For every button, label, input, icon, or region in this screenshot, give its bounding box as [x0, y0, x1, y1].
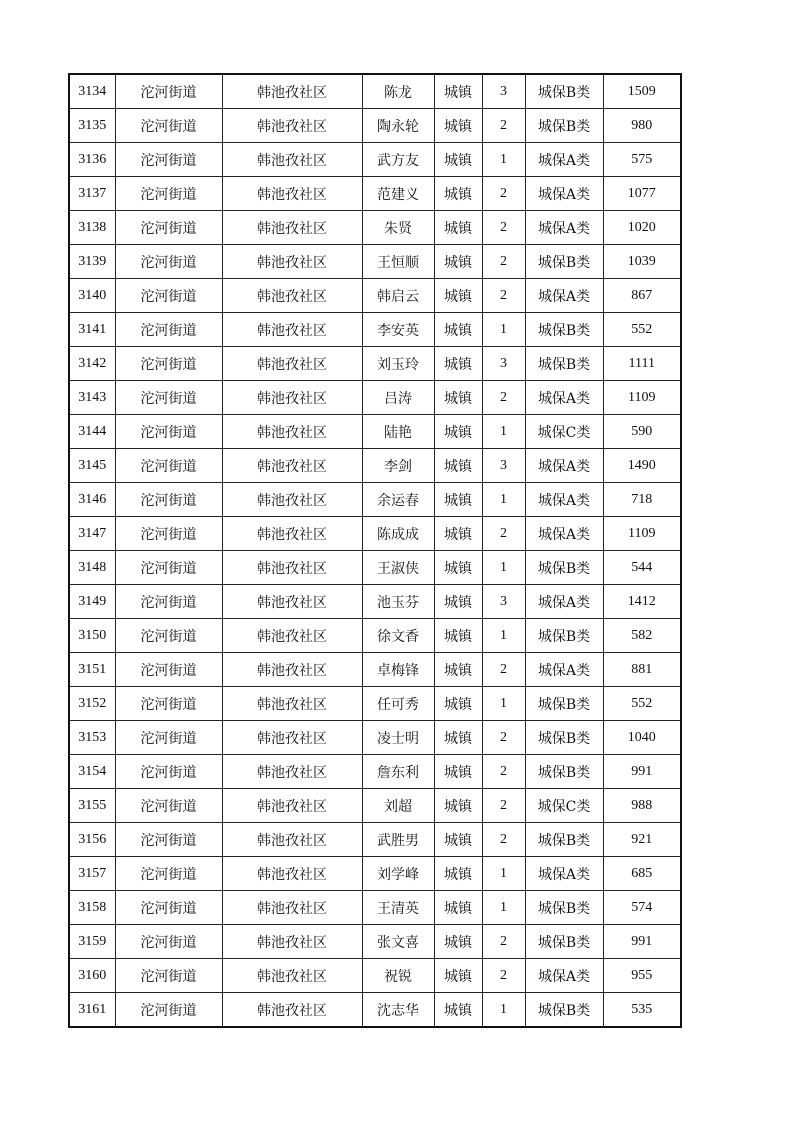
amount-cell: 1077	[603, 177, 681, 211]
area-type-cell: 城镇	[434, 925, 482, 959]
category-cell: 城保B类	[525, 347, 603, 381]
serial-cell: 3139	[69, 245, 115, 279]
table-body	[69, 74, 681, 1027]
area-type-cell: 城镇	[434, 721, 482, 755]
amount-cell: 1490	[603, 449, 681, 483]
table-row	[69, 245, 681, 279]
amount-cell: 1111	[603, 347, 681, 381]
area-type-cell: 城镇	[434, 109, 482, 143]
table-row	[69, 381, 681, 415]
table-row	[69, 449, 681, 483]
household-size-cell: 2	[482, 381, 525, 415]
street-cell: 沱河街道	[115, 211, 222, 245]
area-type-cell: 城镇	[434, 653, 482, 687]
table-row	[69, 755, 681, 789]
serial-cell: 3147	[69, 517, 115, 551]
street-cell: 沱河街道	[115, 891, 222, 925]
serial-cell: 3140	[69, 279, 115, 313]
table-row	[69, 619, 681, 653]
street-cell: 沱河街道	[115, 517, 222, 551]
community-cell: 韩池孜社区	[222, 517, 362, 551]
household-size-cell: 3	[482, 347, 525, 381]
street-cell: 沱河街道	[115, 109, 222, 143]
area-type-cell: 城镇	[434, 74, 482, 109]
category-cell: 城保B类	[525, 551, 603, 585]
category-cell: 城保B类	[525, 245, 603, 279]
name-cell: 卓梅锋	[362, 653, 434, 687]
table-row	[69, 891, 681, 925]
category-cell: 城保B类	[525, 313, 603, 347]
area-type-cell: 城镇	[434, 789, 482, 823]
household-size-cell: 2	[482, 925, 525, 959]
household-size-cell: 1	[482, 483, 525, 517]
serial-cell: 3144	[69, 415, 115, 449]
street-cell: 沱河街道	[115, 143, 222, 177]
table-row	[69, 483, 681, 517]
amount-cell: 921	[603, 823, 681, 857]
household-size-cell: 1	[482, 891, 525, 925]
street-cell: 沱河街道	[115, 347, 222, 381]
household-size-cell: 1	[482, 415, 525, 449]
table-row	[69, 517, 681, 551]
table-row	[69, 789, 681, 823]
community-cell: 韩池孜社区	[222, 143, 362, 177]
household-size-cell: 1	[482, 619, 525, 653]
name-cell: 陶永轮	[362, 109, 434, 143]
data-table	[68, 73, 682, 1028]
amount-cell: 685	[603, 857, 681, 891]
street-cell: 沱河街道	[115, 415, 222, 449]
table-row	[69, 585, 681, 619]
category-cell: 城保B类	[525, 619, 603, 653]
serial-cell: 3134	[69, 74, 115, 109]
community-cell: 韩池孜社区	[222, 721, 362, 755]
name-cell: 沈志华	[362, 993, 434, 1028]
area-type-cell: 城镇	[434, 483, 482, 517]
community-cell: 韩池孜社区	[222, 993, 362, 1028]
table-row	[69, 177, 681, 211]
name-cell: 李剑	[362, 449, 434, 483]
name-cell: 詹东利	[362, 755, 434, 789]
area-type-cell: 城镇	[434, 551, 482, 585]
street-cell: 沱河街道	[115, 551, 222, 585]
street-cell: 沱河街道	[115, 687, 222, 721]
category-cell: 城保A类	[525, 959, 603, 993]
category-cell: 城保A类	[525, 857, 603, 891]
household-size-cell: 2	[482, 721, 525, 755]
area-type-cell: 城镇	[434, 347, 482, 381]
area-type-cell: 城镇	[434, 313, 482, 347]
serial-cell: 3145	[69, 449, 115, 483]
street-cell: 沱河街道	[115, 74, 222, 109]
category-cell: 城保C类	[525, 789, 603, 823]
category-cell: 城保B类	[525, 823, 603, 857]
name-cell: 陆艳	[362, 415, 434, 449]
table-row	[69, 415, 681, 449]
table-row	[69, 109, 681, 143]
category-cell: 城保A类	[525, 143, 603, 177]
amount-cell: 881	[603, 653, 681, 687]
name-cell: 刘超	[362, 789, 434, 823]
category-cell: 城保B类	[525, 74, 603, 109]
serial-cell: 3149	[69, 585, 115, 619]
serial-cell: 3151	[69, 653, 115, 687]
community-cell: 韩池孜社区	[222, 755, 362, 789]
name-cell: 王清英	[362, 891, 434, 925]
category-cell: 城保A类	[525, 483, 603, 517]
street-cell: 沱河街道	[115, 483, 222, 517]
area-type-cell: 城镇	[434, 381, 482, 415]
serial-cell: 3157	[69, 857, 115, 891]
area-type-cell: 城镇	[434, 619, 482, 653]
serial-cell: 3153	[69, 721, 115, 755]
street-cell: 沱河街道	[115, 721, 222, 755]
household-size-cell: 1	[482, 551, 525, 585]
amount-cell: 582	[603, 619, 681, 653]
household-size-cell: 2	[482, 279, 525, 313]
household-size-cell: 2	[482, 211, 525, 245]
table-row	[69, 74, 681, 109]
street-cell: 沱河街道	[115, 619, 222, 653]
street-cell: 沱河街道	[115, 959, 222, 993]
category-cell: 城保B类	[525, 993, 603, 1028]
community-cell: 韩池孜社区	[222, 823, 362, 857]
name-cell: 任可秀	[362, 687, 434, 721]
community-cell: 韩池孜社区	[222, 551, 362, 585]
street-cell: 沱河街道	[115, 449, 222, 483]
serial-cell: 3156	[69, 823, 115, 857]
table-row	[69, 143, 681, 177]
community-cell: 韩池孜社区	[222, 177, 362, 211]
category-cell: 城保A类	[525, 517, 603, 551]
household-size-cell: 2	[482, 823, 525, 857]
community-cell: 韩池孜社区	[222, 925, 362, 959]
serial-cell: 3161	[69, 993, 115, 1028]
category-cell: 城保B类	[525, 109, 603, 143]
name-cell: 武胜男	[362, 823, 434, 857]
community-cell: 韩池孜社区	[222, 415, 362, 449]
serial-cell: 3158	[69, 891, 115, 925]
community-cell: 韩池孜社区	[222, 789, 362, 823]
name-cell: 朱贤	[362, 211, 434, 245]
amount-cell: 991	[603, 925, 681, 959]
household-size-cell: 2	[482, 755, 525, 789]
amount-cell: 575	[603, 143, 681, 177]
serial-cell: 3141	[69, 313, 115, 347]
table-row	[69, 823, 681, 857]
street-cell: 沱河街道	[115, 755, 222, 789]
name-cell: 陈成成	[362, 517, 434, 551]
serial-cell: 3136	[69, 143, 115, 177]
table-row	[69, 993, 681, 1028]
household-size-cell: 2	[482, 245, 525, 279]
community-cell: 韩池孜社区	[222, 279, 362, 313]
area-type-cell: 城镇	[434, 755, 482, 789]
name-cell: 池玉芬	[362, 585, 434, 619]
category-cell: 城保A类	[525, 653, 603, 687]
amount-cell: 1412	[603, 585, 681, 619]
household-size-cell: 3	[482, 74, 525, 109]
community-cell: 韩池孜社区	[222, 619, 362, 653]
category-cell: 城保B类	[525, 721, 603, 755]
community-cell: 韩池孜社区	[222, 653, 362, 687]
street-cell: 沱河街道	[115, 381, 222, 415]
amount-cell: 1509	[603, 74, 681, 109]
amount-cell: 1039	[603, 245, 681, 279]
category-cell: 城保B类	[525, 755, 603, 789]
name-cell: 李安英	[362, 313, 434, 347]
table-row	[69, 857, 681, 891]
table-row	[69, 347, 681, 381]
serial-cell: 3160	[69, 959, 115, 993]
table-row	[69, 313, 681, 347]
amount-cell: 552	[603, 687, 681, 721]
area-type-cell: 城镇	[434, 891, 482, 925]
table-row	[69, 551, 681, 585]
area-type-cell: 城镇	[434, 211, 482, 245]
amount-cell: 544	[603, 551, 681, 585]
amount-cell: 552	[603, 313, 681, 347]
serial-cell: 3143	[69, 381, 115, 415]
street-cell: 沱河街道	[115, 177, 222, 211]
area-type-cell: 城镇	[434, 585, 482, 619]
household-size-cell: 2	[482, 517, 525, 551]
name-cell: 余运春	[362, 483, 434, 517]
table-row	[69, 279, 681, 313]
name-cell: 吕涛	[362, 381, 434, 415]
household-size-cell: 2	[482, 789, 525, 823]
category-cell: 城保A类	[525, 585, 603, 619]
community-cell: 韩池孜社区	[222, 891, 362, 925]
area-type-cell: 城镇	[434, 177, 482, 211]
amount-cell: 980	[603, 109, 681, 143]
area-type-cell: 城镇	[434, 517, 482, 551]
community-cell: 韩池孜社区	[222, 211, 362, 245]
category-cell: 城保A类	[525, 381, 603, 415]
table-row	[69, 959, 681, 993]
serial-cell: 3148	[69, 551, 115, 585]
household-size-cell: 3	[482, 449, 525, 483]
community-cell: 韩池孜社区	[222, 245, 362, 279]
amount-cell: 1040	[603, 721, 681, 755]
area-type-cell: 城镇	[434, 857, 482, 891]
serial-cell: 3154	[69, 755, 115, 789]
name-cell: 范建义	[362, 177, 434, 211]
amount-cell: 718	[603, 483, 681, 517]
serial-cell: 3159	[69, 925, 115, 959]
category-cell: 城保B类	[525, 925, 603, 959]
household-size-cell: 1	[482, 857, 525, 891]
name-cell: 刘玉玲	[362, 347, 434, 381]
serial-cell: 3150	[69, 619, 115, 653]
area-type-cell: 城镇	[434, 245, 482, 279]
household-size-cell: 1	[482, 687, 525, 721]
category-cell: 城保A类	[525, 279, 603, 313]
category-cell: 城保C类	[525, 415, 603, 449]
serial-cell: 3146	[69, 483, 115, 517]
street-cell: 沱河街道	[115, 313, 222, 347]
community-cell: 韩池孜社区	[222, 687, 362, 721]
amount-cell: 1109	[603, 517, 681, 551]
street-cell: 沱河街道	[115, 823, 222, 857]
community-cell: 韩池孜社区	[222, 381, 362, 415]
name-cell: 凌士明	[362, 721, 434, 755]
name-cell: 陈龙	[362, 74, 434, 109]
household-size-cell: 2	[482, 653, 525, 687]
community-cell: 韩池孜社区	[222, 347, 362, 381]
category-cell: 城保A类	[525, 449, 603, 483]
street-cell: 沱河街道	[115, 245, 222, 279]
street-cell: 沱河街道	[115, 925, 222, 959]
name-cell: 武方友	[362, 143, 434, 177]
community-cell: 韩池孜社区	[222, 959, 362, 993]
community-cell: 韩池孜社区	[222, 483, 362, 517]
amount-cell: 867	[603, 279, 681, 313]
category-cell: 城保A类	[525, 211, 603, 245]
serial-cell: 3152	[69, 687, 115, 721]
community-cell: 韩池孜社区	[222, 109, 362, 143]
table-row	[69, 687, 681, 721]
amount-cell: 955	[603, 959, 681, 993]
household-size-cell: 2	[482, 109, 525, 143]
category-cell: 城保B类	[525, 891, 603, 925]
area-type-cell: 城镇	[434, 823, 482, 857]
table-row	[69, 211, 681, 245]
name-cell: 徐文香	[362, 619, 434, 653]
community-cell: 韩池孜社区	[222, 313, 362, 347]
area-type-cell: 城镇	[434, 415, 482, 449]
street-cell: 沱河街道	[115, 993, 222, 1028]
category-cell: 城保B类	[525, 687, 603, 721]
street-cell: 沱河街道	[115, 857, 222, 891]
serial-cell: 3142	[69, 347, 115, 381]
name-cell: 祝锐	[362, 959, 434, 993]
community-cell: 韩池孜社区	[222, 449, 362, 483]
household-size-cell: 1	[482, 143, 525, 177]
amount-cell: 574	[603, 891, 681, 925]
serial-cell: 3135	[69, 109, 115, 143]
amount-cell: 988	[603, 789, 681, 823]
name-cell: 韩启云	[362, 279, 434, 313]
street-cell: 沱河街道	[115, 653, 222, 687]
household-size-cell: 2	[482, 959, 525, 993]
serial-cell: 3138	[69, 211, 115, 245]
area-type-cell: 城镇	[434, 449, 482, 483]
street-cell: 沱河街道	[115, 789, 222, 823]
area-type-cell: 城镇	[434, 143, 482, 177]
amount-cell: 991	[603, 755, 681, 789]
area-type-cell: 城镇	[434, 993, 482, 1028]
area-type-cell: 城镇	[434, 687, 482, 721]
table-row	[69, 925, 681, 959]
street-cell: 沱河街道	[115, 279, 222, 313]
area-type-cell: 城镇	[434, 959, 482, 993]
street-cell: 沱河街道	[115, 585, 222, 619]
amount-cell: 1109	[603, 381, 681, 415]
household-size-cell: 2	[482, 177, 525, 211]
serial-cell: 3137	[69, 177, 115, 211]
household-size-cell: 1	[482, 993, 525, 1028]
amount-cell: 535	[603, 993, 681, 1028]
table-row	[69, 721, 681, 755]
name-cell: 王恒顺	[362, 245, 434, 279]
community-cell: 韩池孜社区	[222, 585, 362, 619]
community-cell: 韩池孜社区	[222, 857, 362, 891]
category-cell: 城保A类	[525, 177, 603, 211]
amount-cell: 1020	[603, 211, 681, 245]
community-cell: 韩池孜社区	[222, 74, 362, 109]
name-cell: 张文喜	[362, 925, 434, 959]
amount-cell: 590	[603, 415, 681, 449]
table-row	[69, 653, 681, 687]
name-cell: 刘学峰	[362, 857, 434, 891]
serial-cell: 3155	[69, 789, 115, 823]
area-type-cell: 城镇	[434, 279, 482, 313]
household-size-cell: 3	[482, 585, 525, 619]
name-cell: 王淑侠	[362, 551, 434, 585]
household-size-cell: 1	[482, 313, 525, 347]
